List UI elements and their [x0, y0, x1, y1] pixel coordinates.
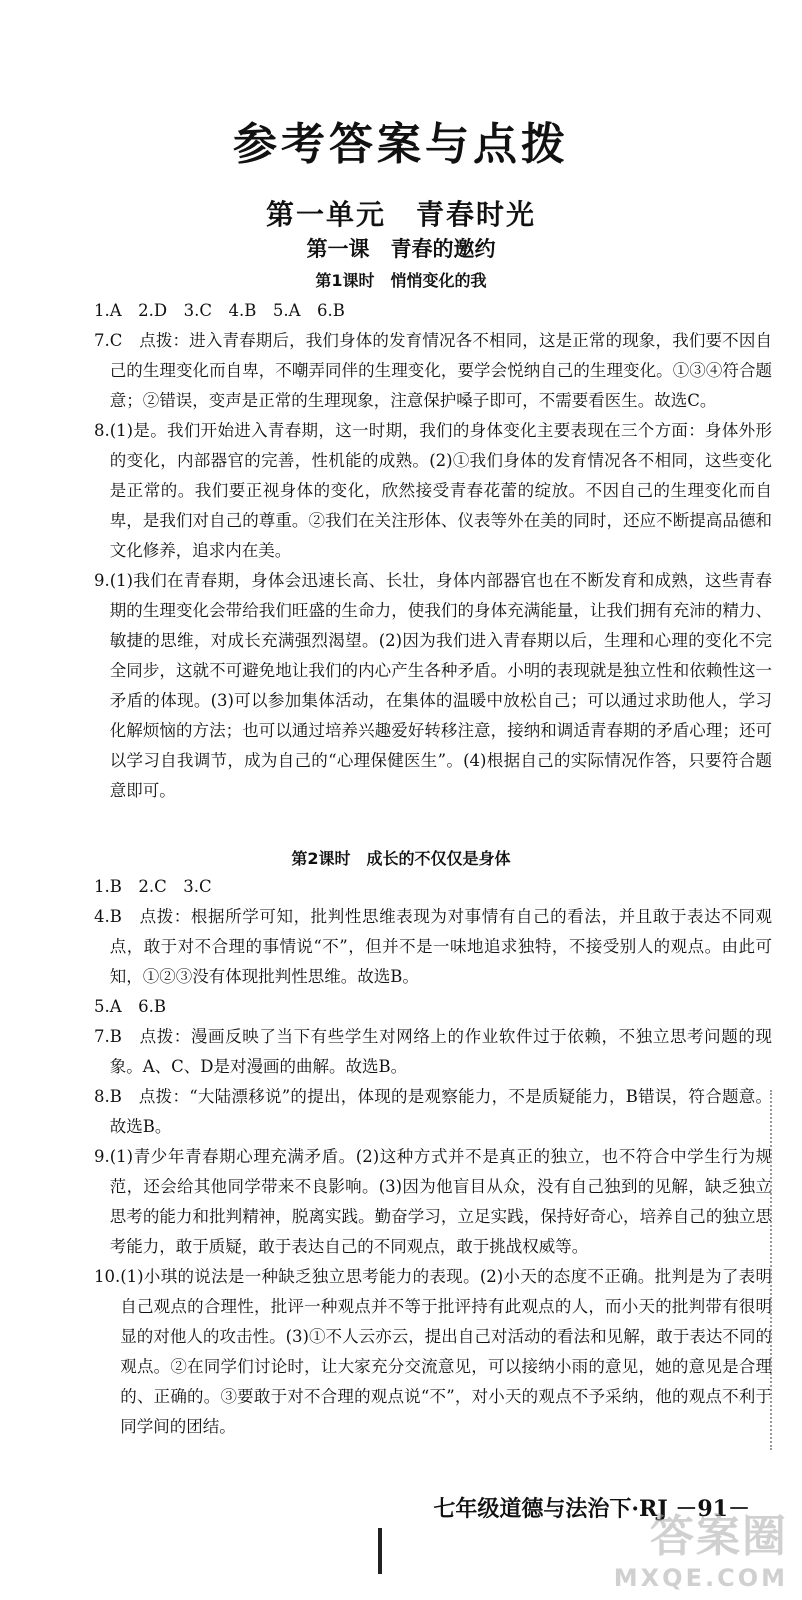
item-text: C 点拨：进入青春期后，我们身体的发育情况各不相同，这是正常的现象，我们要不因自己的生理变化而自卑，不嘲弄同伴的生理变化，要学会悦纳自己的生理变化。①③④符合题意；②错误，变声是正常的生理现象，注意保护嗓子即可，不需要看医生。故选C。 — [109, 331, 772, 410]
item-text: B 点拨：根据所学可知，批判性思维表现为对事情有自己的看法，并且敢于表达不同观点，敢于对不合理的事情说“不”，但并不是一味地追求独特，不接受别人的观点。由此可知，①②③没有体现批判性思维。故选B。 — [109, 907, 772, 986]
binding-mark — [378, 1528, 382, 1574]
answer-item — [94, 872, 772, 902]
page-title: 参考答案与点拨 — [233, 119, 569, 170]
answer-item — [94, 326, 772, 416]
section-2-answers — [94, 872, 772, 1442]
item-number: 7. — [94, 1027, 110, 1046]
answer-item — [94, 1082, 772, 1142]
answer-item — [94, 1022, 772, 1082]
item-text: 1.A 2.D 3.C 4.B 5.A 6.B — [94, 301, 345, 320]
item-number: 7. — [94, 331, 110, 350]
item-number: 10. — [94, 1267, 121, 1286]
section-1-answers — [94, 296, 772, 806]
section-title-2: 第2课时 成长的不仅仅是身体 — [291, 849, 511, 868]
item-text: (1)青少年青春期心理充满矛盾。(2)这种方式并不是真正的独立，也不符合中学生行为规范，还会给其他同学带来不良影响。(3)因为他盲目从众，没有自己独到的见解，缺乏独立思考的能力和批判精神，脱离实践。勤奋学习，立足实践，保持好奇心，培养自己的独立思考能力，敢于质疑，敢于表达自己的不同观点，敢于挑战权威等。 — [109, 1147, 772, 1256]
item-text: 5.A 6.B — [94, 997, 167, 1016]
answer-item — [94, 1262, 772, 1442]
item-text: (1)小琪的说法是一种缺乏独立思考能力的表现。(2)小天的态度不正确。批判是为了表明自己观点的合理性，批评一种观点并不等于批评持有此观点的人，而小天的批判带有很明显的对他人的攻击性。(3)①不人云亦云，提出自己对活动的看法和见解，敢于表达不同的观点。②在同学们讨论时，让大家充分交流意见，可以接纳小雨的意见，她的意见是合理的、正确的。③要敢于对不合理的观点说“不”，对小天的观点不予采纳，他的观点不利于同学间的团结。 — [120, 1267, 772, 1436]
watermark-text: 答案圈 — [650, 1511, 788, 1562]
page-footer: 七年级道德与法治下·RJ －91－ — [433, 1496, 750, 1522]
answer-item — [94, 566, 772, 806]
answer-item — [94, 296, 772, 326]
watermark-url: MXQE.COM — [613, 1564, 788, 1592]
answer-item — [94, 992, 772, 1022]
item-number: 9. — [94, 1147, 110, 1166]
item-number: 8. — [94, 1087, 110, 1106]
item-number: 4. — [94, 907, 110, 926]
item-text: (1)是。我们开始进入青春期，这一时期，我们的身体变化主要表现在三个方面：身体外形的变化，内部器官的完善，性机能的成熟。(2)①我们身体的发育情况各不相同，这些变化是正常的。我们要正视身体的变化，欣然接受青春花蕾的绽放。不因自己的生理变化而自卑，是我们对自己的尊重。②我们在关注形体、仪表等外在美的同时，还应不断提高品德和文化修养，追求内在美。 — [109, 421, 772, 560]
item-text: 1.B 2.C 3.C — [94, 877, 212, 896]
answer-item — [94, 1142, 772, 1262]
item-text: B 点拨：“大陆漂移说”的提出，体现的是观察能力，不是质疑能力，B错误，符合题意。故选B。 — [109, 1087, 772, 1136]
margin-dotted-line — [770, 1090, 772, 1450]
item-text: (1)我们在青春期，身体会迅速长高、长壮，身体内部器官也在不断发育和成熟，这些青春期的生理变化会带给我们旺盛的生命力，使我们的身体充满能量，让我们拥有充沛的精力、敏捷的思维，对成长充满强烈渴望。(2)因为我们进入青春期以后，生理和心理的变化不完全同步，这就不可避免地让我们的内心产生各种矛盾。小明的表现就是独立性和依赖性这一矛盾的体现。(3)可以参加集体活动，在集体的温暖中放松自己；可以通过求助他人，学习化解烦恼的方法；也可以通过培养兴趣爱好转移注意，接纳和调适青春期的矛盾心理；还可以学习自我调节，成为自己的“心理保健医生”。(4)根据自己的实际情况作答，只要符合题意即可。 — [109, 571, 772, 800]
answer-item — [94, 902, 772, 992]
item-number: 8. — [94, 421, 110, 440]
answer-item — [94, 416, 772, 566]
section-title-1: 第1课时 悄悄变化的我 — [315, 271, 487, 290]
watermark-logo — [614, 1500, 788, 1592]
lesson-title: 第一课 青春的邀约 — [306, 237, 496, 261]
unit-title: 第一单元 青春时光 — [265, 198, 536, 231]
item-number: 9. — [94, 571, 110, 590]
item-text: B 点拨：漫画反映了当下有些学生对网络上的作业软件过于依赖，不独立思考问题的现象。A、C、D是对漫画的曲解。故选B。 — [109, 1027, 772, 1076]
